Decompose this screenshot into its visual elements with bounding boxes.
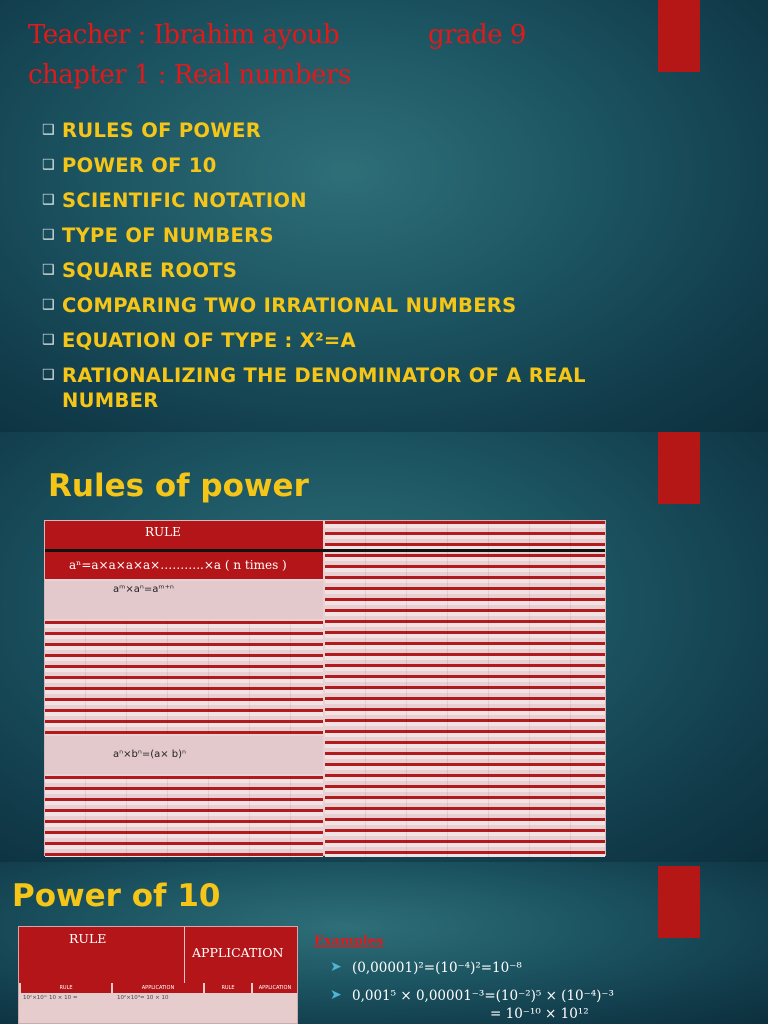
list-item [42, 363, 682, 413]
slide-contents [0, 0, 768, 432]
examples-label: Examples [314, 934, 384, 949]
example-1: (0,00001)²=(10⁻⁴)²=10⁻⁸ [352, 960, 522, 976]
hollow-square-icon: ❑ [42, 157, 55, 173]
mini-application-header: APPLICATION [253, 983, 297, 993]
embedded-table-thumbnail [325, 521, 605, 857]
hollow-square-icon: ❑ [42, 367, 55, 383]
list-item [42, 153, 682, 178]
mini-rule-header: RULE [205, 983, 251, 993]
red-tab-decoration [658, 866, 700, 938]
rule-header: RULE [45, 521, 323, 551]
rules-left-column [45, 521, 323, 855]
rule-mixed: aⁿ×bⁿ=(a× b)ⁿ [45, 736, 323, 774]
hollow-square-icon: ❑ [42, 122, 55, 138]
rule-header: RULE [19, 927, 185, 983]
hollow-square-icon: ❑ [42, 192, 55, 208]
table-divider [45, 549, 605, 552]
red-tab-decoration [658, 432, 700, 504]
rule-product: aᵐ×aⁿ=aᵐ⁺ⁿ [45, 581, 323, 619]
embedded-table-thumbnail [19, 983, 297, 1023]
topic-list [42, 118, 682, 423]
topic-label: SCIENTIFIC NOTATION [62, 189, 307, 212]
mini-rule-text: 10ⁿ×10ᵐ 10 × 10 = [23, 995, 78, 1001]
arrow-bullet-icon: ➤ [330, 959, 342, 975]
mini-application-header: APPLICATION [113, 983, 203, 993]
example-2-continued: = 10⁻¹⁰ × 10¹² [490, 1006, 589, 1022]
topic-label: RATIONALIZING THE DENOMINATOR OF A REAL NUMBER [62, 364, 586, 412]
arrow-bullet-icon: ➤ [330, 987, 342, 1003]
rule-definition: aⁿ=a×a×a×a×………..×a ( n times ) [45, 552, 323, 579]
chapter-title: chapter 1 : Real numbers [28, 60, 351, 90]
red-tab-decoration [658, 0, 700, 72]
list-item [42, 188, 682, 213]
list-item [42, 223, 682, 248]
hollow-square-icon: ❑ [42, 297, 55, 313]
section-title: Rules of power [48, 468, 309, 504]
example-2: 0,001⁵ × 0,00001⁻³=(10⁻²)⁵ × (10⁻⁴)⁻³ [352, 988, 614, 1004]
embedded-table-thumbnail [45, 621, 323, 734]
rules-table [44, 520, 606, 856]
mini-app-text: 10²×10³= 10 × 10 [117, 995, 169, 1001]
topic-label: COMPARING TWO IRRATIONAL NUMBERS [62, 294, 517, 317]
list-item [42, 328, 682, 353]
topic-label: SQUARE ROOTS [62, 259, 238, 282]
power-of-10-table [18, 926, 298, 1024]
slide-rules-of-power [0, 432, 768, 862]
list-item [42, 258, 682, 283]
list-item [42, 118, 682, 143]
hollow-square-icon: ❑ [42, 227, 55, 243]
slide-power-of-10 [0, 862, 768, 1024]
topic-label: EQUATION OF TYPE : X²=A [62, 329, 356, 352]
hollow-square-icon: ❑ [42, 262, 55, 278]
hollow-square-icon: ❑ [42, 332, 55, 348]
topic-label: POWER OF 10 [62, 154, 217, 177]
teacher-name: Teacher : Ibrahim ayoub [28, 20, 340, 50]
embedded-table-thumbnail [45, 776, 323, 857]
application-header: APPLICATION [192, 945, 284, 960]
section-title: Power of 10 [12, 878, 221, 914]
mini-rule-header: RULE [21, 983, 111, 993]
rules-right-column [325, 521, 605, 855]
topic-label: RULES OF POWER [62, 119, 262, 142]
topic-label: TYPE OF NUMBERS [62, 224, 274, 247]
list-item [42, 293, 682, 318]
grade-label: grade 9 [428, 20, 526, 50]
